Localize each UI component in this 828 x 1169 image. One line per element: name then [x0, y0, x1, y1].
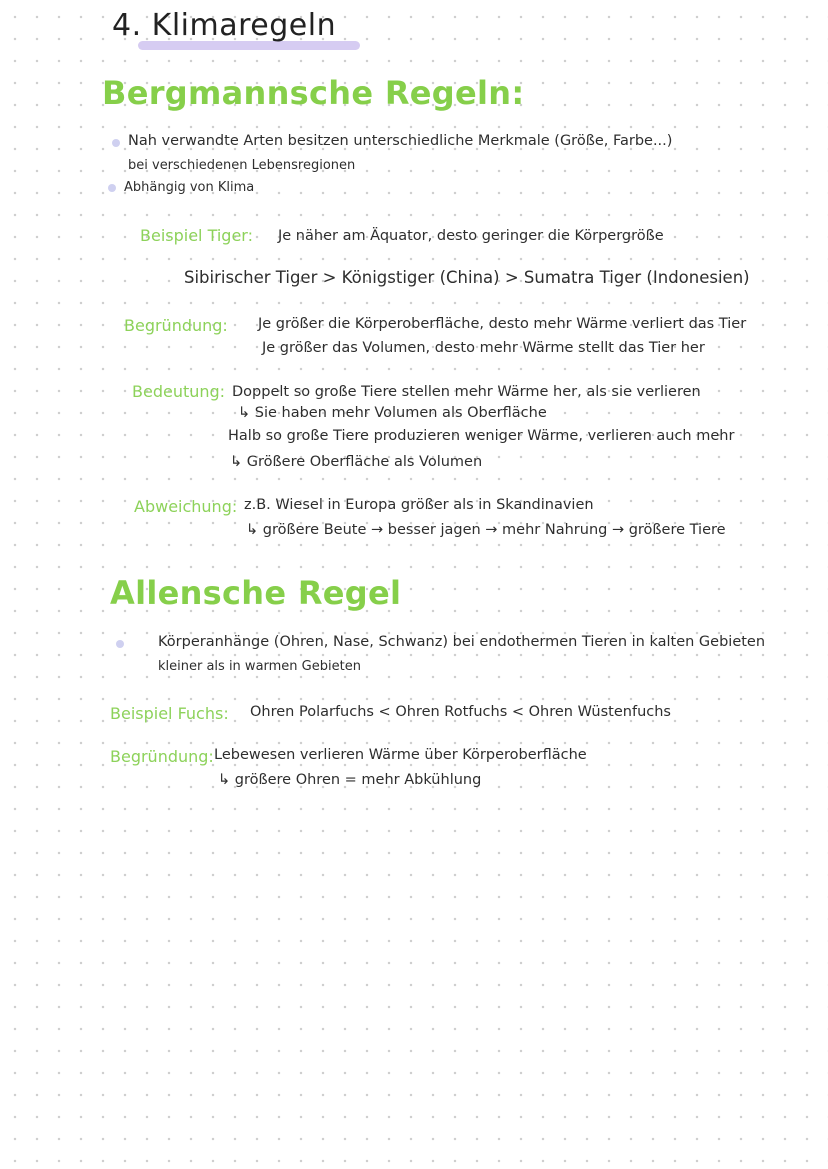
bergmann-example-text: Je näher am Äquator, desto geringer die Körpergröße [278, 228, 664, 244]
bergmann-bullet1-line1: Nah verwandte Arten besitzen unterschiedliche Merkmale (Größe, Farbe...) [128, 133, 673, 149]
allen-bullet1-line2: kleiner als in warmen Gebieten [158, 659, 361, 674]
bergmann-heading: Bergmannsche Regeln: [102, 74, 525, 112]
allen-reason-label: Begründung: [110, 747, 214, 766]
bergmann-bullet1-line2: bei verschiedenen Lebensregionen [128, 158, 356, 173]
tiger-comparison: Sibirischer Tiger > Königstiger (China) > Sumatra Tiger (Indonesien) [184, 268, 750, 287]
bergmann-meaning-line1: Doppelt so große Tiere stellen mehr Wärme her, als sie verlieren [232, 384, 701, 400]
bergmann-deviation-label: Abweichung: [134, 497, 238, 516]
allen-example-text: Ohren Polarfuchs < Ohren Rotfuchs < Ohren Wüstenfuchs [250, 704, 671, 720]
bergmann-reason-line2: Je größer das Volumen, desto mehr Wärme stellt das Tier her [262, 340, 705, 356]
bergmann-deviation-line1: z.B. Wiesel in Europa größer als in Skandinavien [244, 497, 594, 513]
bullet-dot [108, 184, 116, 192]
allen-reason-line1: Lebewesen verlieren Wärme über Körperoberfläche [214, 747, 587, 763]
allen-heading: Allensche Regel [110, 574, 402, 612]
bergmann-bullet2: Abhängig von Klima [124, 180, 255, 195]
bergmann-meaning-line4: ↳ Größere Oberfläche als Volumen [230, 454, 483, 470]
bullet-dot [116, 640, 124, 648]
title-block [112, 8, 336, 43]
page-title: 4. Klimaregeln [112, 8, 337, 43]
bergmann-reason-label: Begründung: [124, 316, 228, 335]
allen-example-label: Beispiel Fuchs: [110, 704, 229, 723]
bergmann-example-label: Beispiel Tiger: [140, 226, 253, 245]
bergmann-meaning-line2: ↳ Sie haben mehr Volumen als Oberfläche [238, 405, 547, 421]
allen-bullet1-line1: Körperanhänge (Ohren, Nase, Schwanz) bei endothermen Tieren in kalten Gebieten [158, 634, 766, 650]
bergmann-deviation-line2: ↳ größere Beute → besser jagen → mehr Nahrung → größere Tiere [246, 522, 726, 538]
bergmann-reason-line1: Je größer die Körperoberfläche, desto mehr Wärme verliert das Tier [258, 316, 747, 332]
allen-reason-line2: ↳ größere Ohren = mehr Abkühlung [218, 772, 482, 788]
bullet-dot [112, 139, 120, 147]
bergmann-meaning-line3: Halb so große Tiere produzieren weniger Wärme, verlieren auch mehr [228, 428, 735, 444]
bergmann-meaning-label: Bedeutung: [132, 382, 226, 401]
